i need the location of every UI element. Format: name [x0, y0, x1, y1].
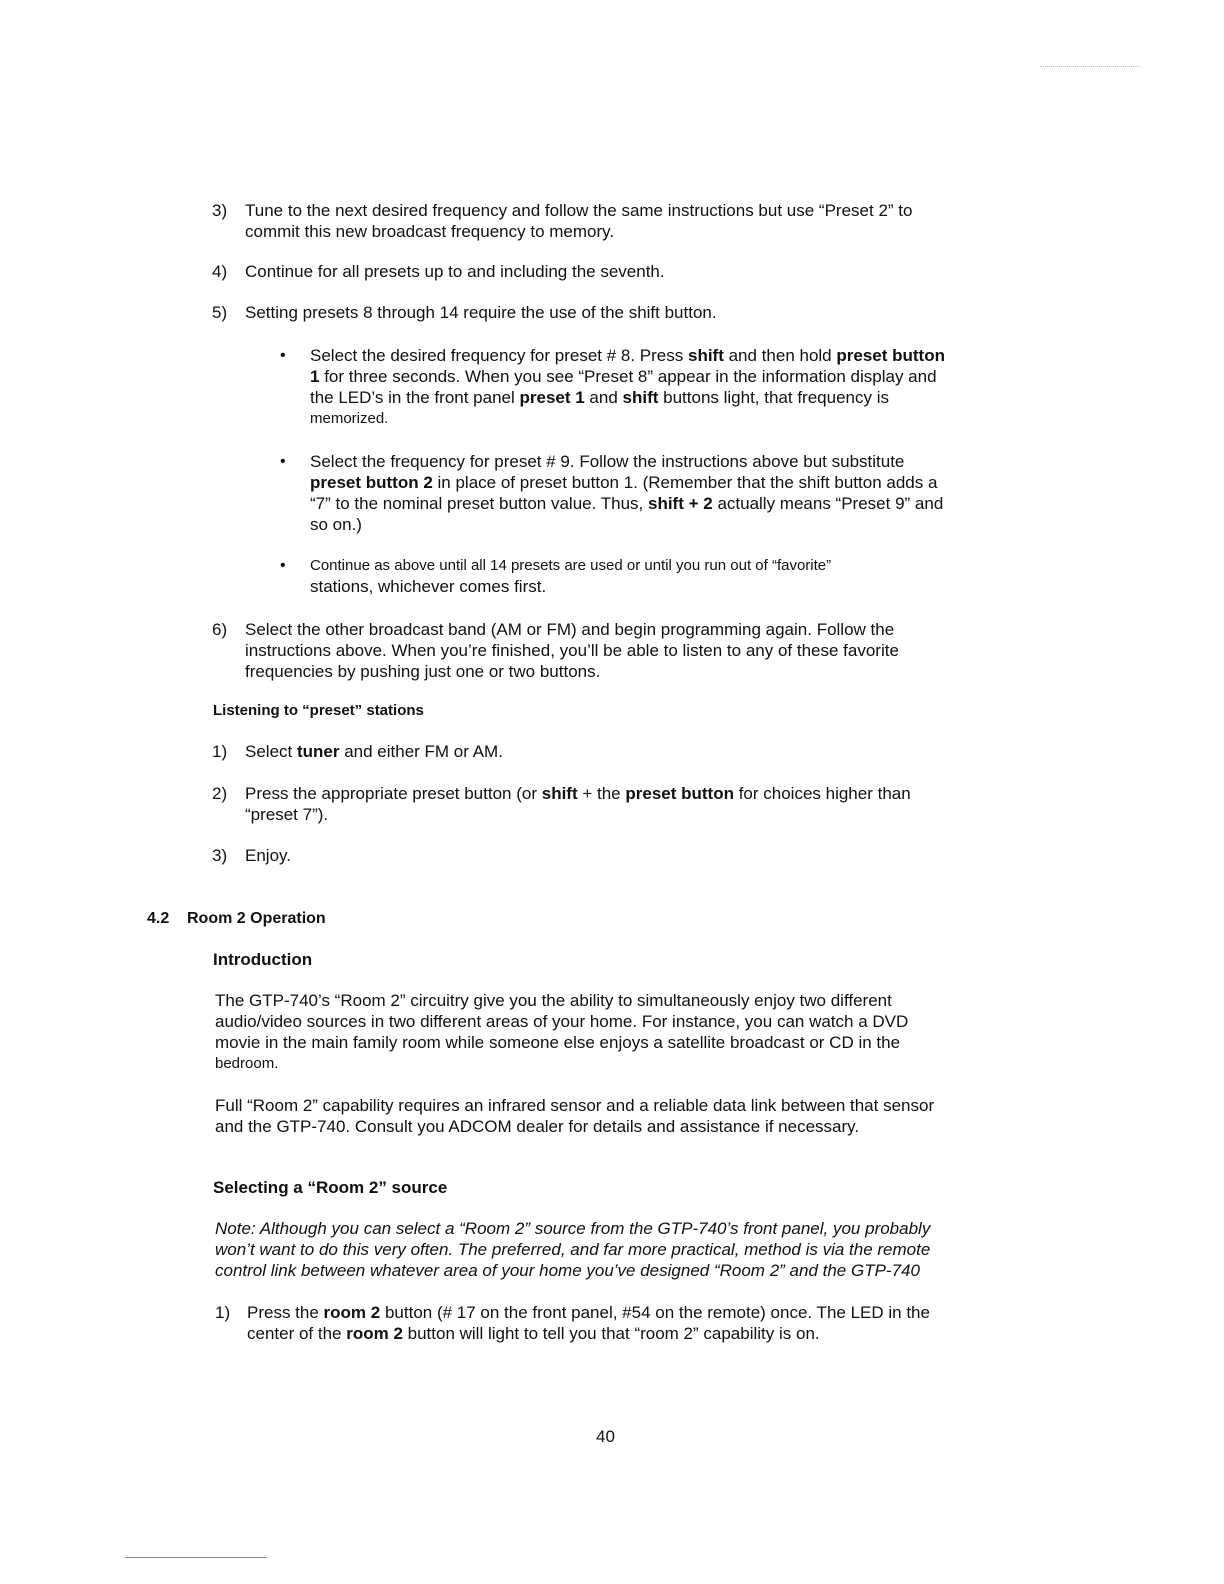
- listening-step-3: Enjoy.: [245, 846, 291, 865]
- list-item-6: Select the other broadcast band (AM or FM) and begin programming again. Follow the instructions above. When you’re finished, you’ll be able to listen to any of these favorite frequencies by pushing just one or two buttons.: [245, 620, 899, 681]
- list-number: 4): [212, 262, 228, 281]
- section-title: Room 2 Operation: [187, 910, 326, 927]
- list-number: 3): [212, 846, 228, 865]
- listening-step-1: Select tuner and either FM or AM.: [245, 742, 503, 761]
- listening-step-2: Press the appropriate preset button (or shift + the preset button for choices higher than “preset 7”).: [245, 784, 911, 824]
- bullet-icon: •: [280, 347, 286, 364]
- page-number: 40: [596, 1427, 615, 1446]
- introduction-paragraph-2: Full “Room 2” capability requires an infrared sensor and a reliable data link between that sensor and the GTP-740. Consult you ADCOM dealer for details and assistance if necessary.: [215, 1096, 935, 1136]
- selecting-step-1: Press the room 2 button (# 17 on the front panel, #54 on the remote) once. The LED in the center of the room 2 button will light to tell you that “room 2” capability is on.: [247, 1303, 930, 1343]
- list-number: 6): [212, 620, 228, 639]
- selecting-heading: Selecting a “Room 2” source: [213, 1178, 448, 1197]
- bullet-icon: •: [280, 453, 286, 470]
- list-item-4: Continue for all presets up to and including the seventh.: [245, 262, 665, 281]
- list-number: 1): [215, 1303, 231, 1322]
- bullet-item-continue: Continue as above until all 14 presets are used or until you run out of “favorite” stations, whichever comes first.: [310, 557, 832, 596]
- list-number: 2): [212, 784, 228, 803]
- list-number: 5): [212, 303, 228, 322]
- list-item-5: Setting presets 8 through 14 require the use of the shift button.: [245, 303, 717, 322]
- footer-rule: [125, 1557, 267, 1558]
- scan-mark: [1040, 66, 1140, 68]
- bullet-item-preset-8: Select the desired frequency for preset # 8. Press shift and then hold preset button 1 for three seconds. When you see “Preset 8” appear in the information display and the LED’s in the front panel preset 1 and shift buttons light, that frequency is memorized.: [310, 346, 945, 427]
- introduction-heading: Introduction: [213, 950, 313, 969]
- bullet-icon: •: [280, 557, 286, 574]
- list-number: 1): [212, 742, 228, 761]
- bullet-item-preset-9: Select the frequency for preset # 9. Follow the instructions above but substitute preset button 2 in place of preset button 1. (Remember that the shift button adds a “7” to the nominal preset button value. Thus, shift + 2 actually means “Preset 9” and so on.): [310, 452, 944, 534]
- list-item-3: Tune to the next desired frequency and follow the same instructions but use “Preset 2” to commit this new broadcast frequency to memory.: [245, 201, 913, 241]
- section-number: 4.2: [147, 910, 170, 927]
- list-number: 3): [212, 201, 228, 220]
- introduction-paragraph-1: The GTP-740’s “Room 2” circuitry give you the ability to simultaneously enjoy two different audio/video sources in two different areas of your home. For instance, you can watch a DVD movie in the main family room while someone else enjoys a satellite broadcast or CD in the bedroom.: [215, 991, 909, 1072]
- listening-heading: Listening to “preset” stations: [213, 702, 424, 719]
- selecting-note: Note: Although you can select a “Room 2” source from the GTP-740’s front panel, you probably won’t want to do this very often. The preferred, and far more practical, method is via the remote control link between whatever area of your home you’ve designed “Room 2” and the GTP-740: [215, 1219, 931, 1280]
